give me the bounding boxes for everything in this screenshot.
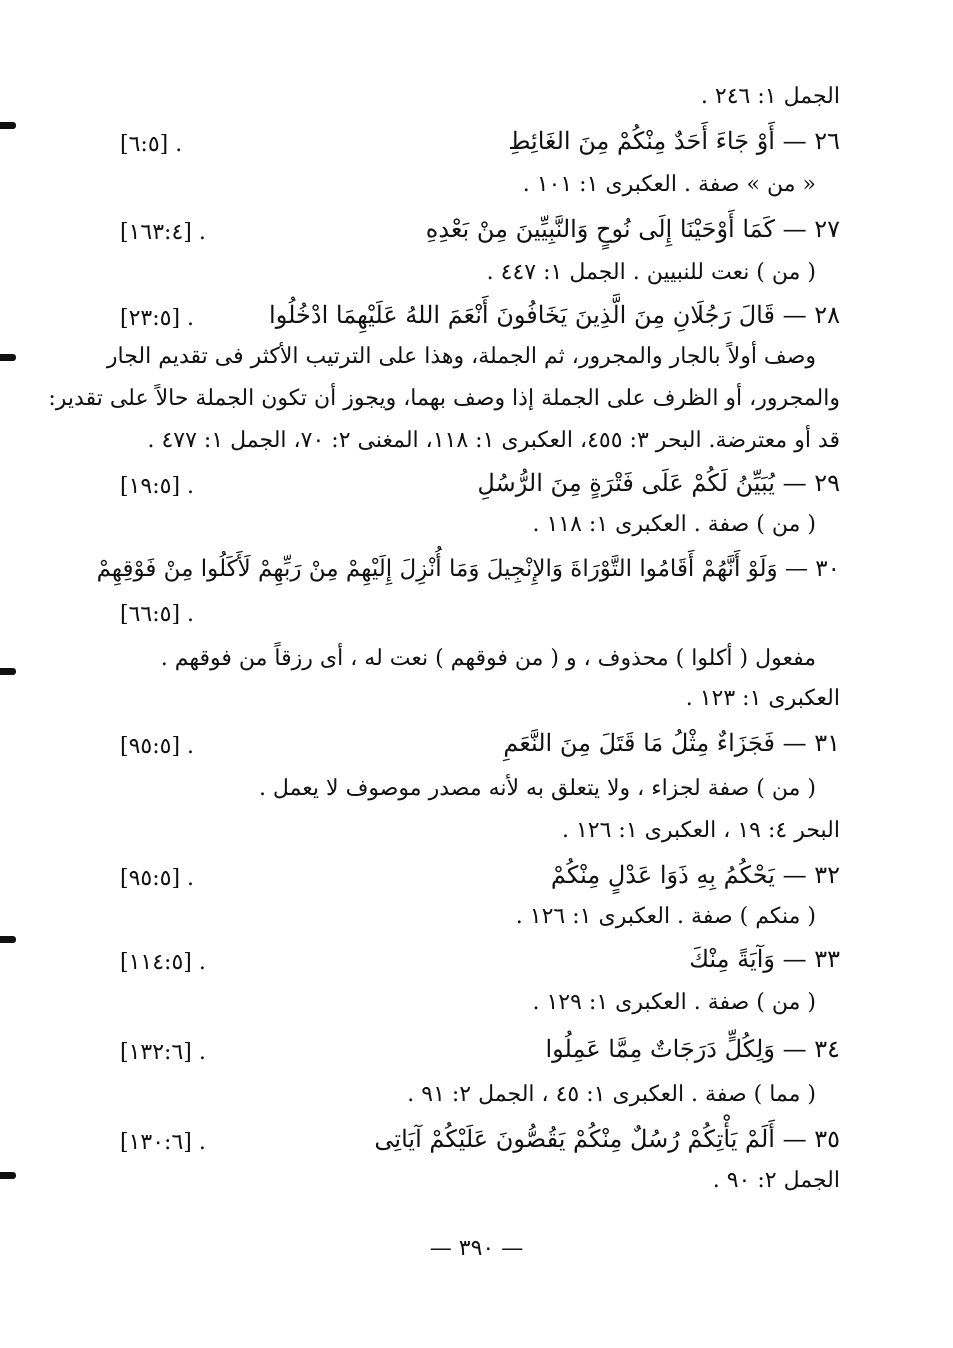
- note-line: ( من ) صفة . العكبرى ١: ١٢٩ .: [532, 990, 816, 1015]
- verse-reference: [١٣٠:٦] .: [120, 1130, 206, 1155]
- verse-line-26: ٢٦ — أَوْ جَاءَ أَحَدٌ مِنْكُمْ مِنَ الغَائِطِ: [508, 127, 840, 155]
- scan-edge-mark: [0, 122, 16, 129]
- verse-reference: [١٩:٥] .: [120, 474, 195, 499]
- text-line: الجمل ١: ٢٤٦ .: [700, 84, 840, 109]
- verse-line-30: ٣٠ — وَلَوْ أَنَّهُمْ أَقَامُوا التَّوْرَاةَ وَالإِنْجِيلَ وَمَا أُنْزِلَ إِلَيْهِمْ مِنْ رَبِّهِمْ لَأَكَلُوا مِنْ فَوْقِهِمْ: [96, 556, 840, 582]
- note-line: ( من ) صفة . العكبرى ١: ١١٨ .: [532, 512, 816, 537]
- note-line: البحر ٤: ١٩ ، العكبرى ١: ١٢٦ .: [561, 818, 840, 843]
- verse-line-32: ٣٢ — يَحْكُمُ بِهِ ذَوَا عَدْلٍ مِنْكُمْ: [550, 861, 840, 889]
- verse-reference: [٢٣:٥] .: [120, 306, 195, 331]
- note-line: ( من ) صفة لجزاء ، ولا يتعلق به لأنه مصدر موصوف لا يعمل .: [258, 776, 816, 801]
- note-line: والمجرور، أو الظرف على الجملة إذا وصف بهما، ويجوز أن تكون الجملة حالاً على تقدير:: [48, 386, 840, 411]
- verse-line-27: ٢٧ — كَمَا أَوْحَيْنَا إِلَى نُوحٍ وَالنَّبِيِّينَ مِنْ بَعْدِهِ: [425, 215, 840, 243]
- verse-reference: [٦:٥] .: [120, 132, 183, 157]
- scan-edge-mark: [0, 1172, 16, 1179]
- verse-reference: [١١٤:٥] .: [120, 950, 206, 975]
- verse-reference: [٩٥:٥] .: [120, 734, 195, 759]
- scan-edge-mark: [0, 668, 16, 675]
- note-line: العكبرى ١: ١٢٣ .: [685, 686, 840, 711]
- verse-reference: [٦٦:٥] .: [120, 602, 195, 627]
- note-line: قد أو معترضة. البحر ٣: ٤٥٥، العكبرى ١: ١١٨، المغنى ٢: ٧٠، الجمل ١: ٤٧٧ .: [147, 428, 840, 453]
- note-line: وصف أولاً بالجار والمجرور، ثم الجملة، وهذا على الترتيب الأكثر فى تقديم الجار: [106, 344, 816, 369]
- verse-line-34: ٣٤ — وَلِكُلٍّ دَرَجَاتٌ مِمَّا عَمِلُوا: [545, 1035, 840, 1063]
- verse-line-29: ٢٩ — يُبَيِّنُ لَكُمْ عَلَى فَتْرَةٍ مِنَ الرُّسُلِ: [477, 469, 840, 497]
- verse-line-31: ٣١ — فَجَزَاءٌ مِثْلُ مَا قَتَلَ مِنَ النَّعَمِ: [503, 729, 840, 757]
- scan-edge-mark: [0, 354, 16, 361]
- verse-line-35: ٣٥ — أَلَمْ يَأْتِكُمْ رُسُلٌ مِنْكُمْ يَقُصُّونَ عَلَيْكُمْ آيَاتِى: [374, 1125, 840, 1153]
- verse-reference: [٩٥:٥] .: [120, 866, 195, 891]
- note-line: مفعول ( أكلوا ) محذوف ، و ( من فوقهم ) نعت له ، أى رزقاً من فوقهم .: [160, 646, 816, 671]
- verse-line-28: ٢٨ — قَالَ رَجُلَانِ مِنَ الَّذِينَ يَخَافُونَ أَنْعَمَ اللهُ عَلَيْهِمَا ادْخُلُوا: [269, 301, 840, 329]
- note-line: ( من ) نعت للنبيين . الجمل ١: ٤٤٧ .: [486, 260, 816, 285]
- page-number: — ٣٩٠ —: [429, 1236, 524, 1261]
- note-line: الجمل ٢: ٩٠ .: [712, 1168, 840, 1193]
- verse-line-33: ٣٣ — وَآيَةً مِنْكَ: [689, 945, 840, 973]
- note-line: ( منكم ) صفة . العكبرى ١: ١٢٦ .: [515, 904, 816, 929]
- scan-edge-mark: [0, 936, 16, 943]
- note-line: « من » صفة . العكبرى ١: ١٠١ .: [522, 172, 816, 197]
- verse-reference: [١٣٢:٦] .: [120, 1040, 206, 1065]
- verse-reference: [١٦٣:٤] .: [120, 220, 206, 245]
- note-line: ( مما ) صفة . العكبرى ١: ٤٥ ، الجمل ٢: ٩١ .: [407, 1082, 816, 1107]
